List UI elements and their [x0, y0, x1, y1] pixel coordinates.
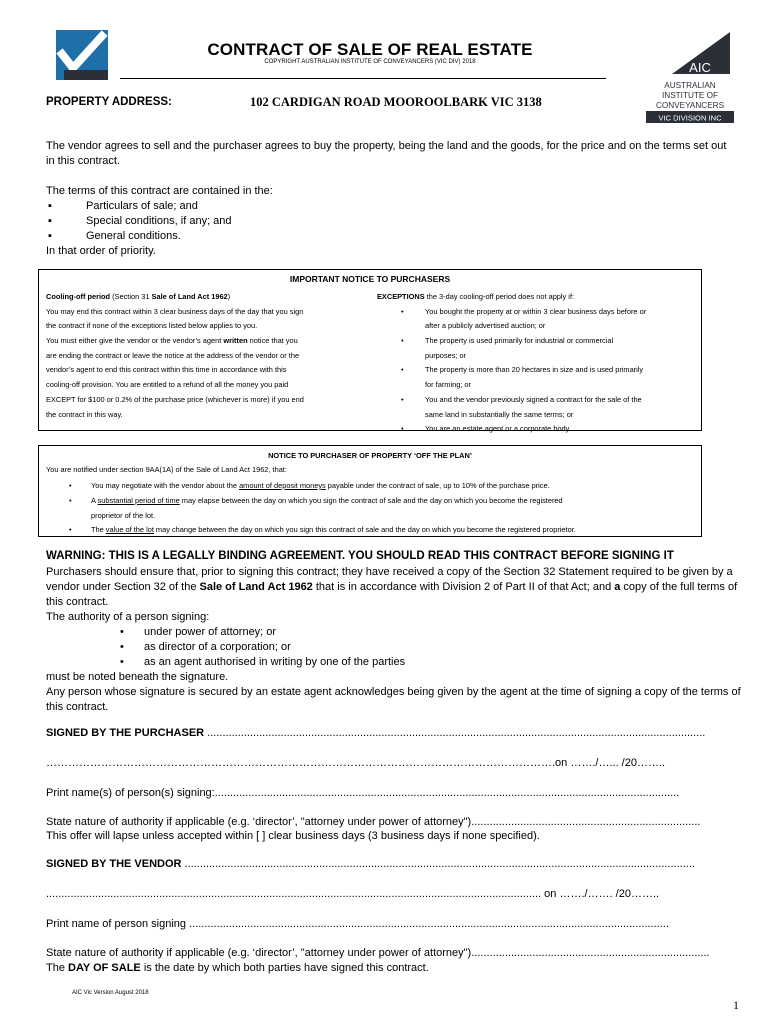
terms-item: ▪ General conditions. — [46, 229, 446, 244]
exception-item: • The property is used primarily for industrial or commercial — [377, 334, 699, 349]
off-the-plan-bullet-cont: proprietor of the lot. — [91, 511, 156, 520]
important-notice-box — [38, 269, 702, 434]
terms-item: ▪ Particulars of sale; and — [46, 199, 446, 214]
day-of-sale-line: The DAY OF SALE is the date by which both parties have signed this contract. — [46, 962, 429, 974]
cooling-off-line: EXCEPT for $100 or 0.2% of the purchase price (whichever is more) if you end — [46, 394, 304, 404]
off-the-plan-intro: You are notified under section 9AA(1A) of the Sale of Land Act 1962, that: — [46, 465, 287, 474]
warning-title: WARNING: THIS IS A LEGALLY BINDING AGREEMENT. YOU SHOULD READ THIS CONTRACT BEFORE SIGNING IT — [46, 550, 674, 562]
vendor-date-line[interactable]: .................................................................................................................................................................. on ……./……. /20…….. — [46, 888, 660, 900]
aic-logo-abbr: AIC — [689, 60, 711, 75]
purchaser-authority-field[interactable]: State nature of authority if applicable (e.g. ‘director’, "attorney under power of attorney")........................................................................... — [46, 816, 701, 828]
terms-footer: In that order of priority. — [46, 245, 156, 257]
page-number: 1 — [733, 998, 739, 1012]
exception-item-cont: purposes; or — [425, 350, 467, 360]
vendor-authority-field[interactable]: State nature of authority if applicable (e.g. ‘director’, "attorney under power of attorney").............................................................................. — [46, 947, 710, 959]
cooling-off-line: vendor’s agent to end this contract within this time in accordance with this — [46, 365, 287, 375]
exception-item: • The property is more than 20 hectares in size and is used primarily — [377, 363, 699, 378]
off-the-plan-bullet: • The value of the lot may change between the day on which you sign this contract of sale and the day on which you become the registered proprietor. — [91, 525, 576, 534]
off-the-plan-bullet: • A substantial period of time may elapse between the day on which you sign the contract of sale and the day on which you become the registered — [91, 496, 563, 505]
terms-item: ▪ Special conditions, if any; and — [46, 214, 446, 229]
cooling-off-line: are ending the contract or leave the notice at the address of the vendor or the — [46, 350, 300, 360]
aic-logo — [640, 30, 740, 125]
authority-bullet: • under power of attorney; or — [46, 625, 746, 640]
document-title: CONTRACT OF SALE OF REAL ESTATE — [207, 40, 533, 59]
terms-heading: The terms of this contract are contained in the: — [46, 185, 273, 197]
estate-agent-paragraph: Any person whose signature is secured by an estate agent acknowledges being given by the agent at the time of signing a copy of the terms of this contract. — [46, 686, 741, 713]
cooling-off-line: You must either give the vendor or the vendor’s agent written notice that you — [46, 336, 298, 346]
purchaser-label: SIGNED BY THE PURCHASER — [46, 727, 205, 739]
footer-version: AIC Vic Version August 2018 — [72, 990, 149, 996]
cooling-off-line: the contract if none of the exceptions listed below applies to you. — [46, 321, 258, 331]
exception-item-cont: after a publicly advertised auction; or — [425, 321, 546, 331]
property-address-label: PROPERTY ADDRESS: — [46, 96, 172, 108]
vendor-print-name-field[interactable]: Print name of person signing ............................................................................................................................................................. — [46, 918, 669, 930]
off-the-plan-notice-box — [38, 445, 702, 537]
exception-item-cont: for farming; or — [425, 380, 472, 390]
vendor-signature-line[interactable]: SIGNED BY THE VENDOR ....................................................................................................................................................................... — [46, 858, 695, 870]
cooling-off-line: the contract in this way. — [46, 409, 123, 419]
exception-item: • You bought the property at or within 3 clear business days before or — [377, 305, 699, 320]
authority-bullet: • as an agent authorised in writing by one of the parties — [46, 655, 746, 670]
purchaser-print-name-field[interactable]: Print name(s) of person(s) signing:........................................................................................................................................................ — [46, 787, 680, 799]
aic-logo-line3: CONVEYANCERS — [655, 101, 725, 110]
copyright-line: COPYRIGHT AUSTRALIAN INSTITUTE OF CONVEYANCERS (VIC DIV) 2018 — [264, 59, 476, 65]
vendor-label: SIGNED BY THE VENDOR — [46, 858, 182, 870]
noted-line: must be noted beneath the signature. — [46, 671, 229, 683]
warning-paragraph: Purchasers should ensure that, prior to signing this contract; they have received a copy of the Section 32 Statement required to be given by a vendor under Section 32 of the Sale of Land Act 1962 that is in accordance with Division 2 of Part II of that Act; and a copy of the full terms of this contract. — [46, 566, 738, 608]
purchaser-signature-line[interactable]: SIGNED BY THE PURCHASER ................................................................................................................................................................... — [46, 727, 706, 739]
authority-heading: The authority of a person signing: — [46, 611, 210, 623]
cooling-off-column — [46, 290, 376, 422]
warning-body — [46, 565, 746, 715]
exceptions-column — [377, 290, 699, 437]
purchaser-date-line[interactable]: ………………………………………………………………………………………………………………………….on ……./…... /20…….. — [46, 757, 666, 769]
exception-item: • You and the vendor previously signed a contract for the sale of the — [377, 393, 699, 408]
aic-logo-line4: VIC DIVISION INC — [658, 113, 722, 123]
checkmark-logo-icon — [56, 30, 108, 80]
aic-logo-line2: INSTITUTE OF — [662, 91, 718, 100]
exceptions-heading: EXCEPTIONS the 3-day cooling-off period does not apply if: — [377, 292, 575, 301]
off-the-plan-bullet: • You may negotiate with the vendor about the amount of deposit moneys payable under the contract of sale, up to 10% of the purchase price. — [91, 481, 550, 490]
cooling-off-line: You may end this contract within 3 clear business days of the day that you sign — [46, 306, 304, 316]
aic-logo-line1: AUSTRALIAN — [664, 81, 716, 90]
offer-lapse-line: This offer will lapse unless accepted within [ ] clear business days (3 business days if none specified). — [46, 830, 540, 842]
exception-item-cont: same land in substantially the same terms; or — [425, 409, 574, 419]
intro-paragraph: The vendor agrees to sell and the purchaser agrees to buy the property, being the land and the goods, for the price and on the terms set out in this contract. — [46, 140, 727, 167]
important-notice-title: IMPORTANT NOTICE TO PURCHASERS — [289, 274, 451, 284]
authority-bullet: • as director of a corporation; or — [46, 640, 746, 655]
header-divider — [120, 78, 606, 79]
off-the-plan-title: NOTICE TO PURCHASER OF PROPERTY ‘OFF THE PLAN’ — [268, 451, 472, 460]
terms-list — [46, 184, 446, 259]
cooling-off-heading: Cooling-off period (Section 31 Sale of Land Act 1962) — [46, 292, 231, 301]
property-address-value: 102 CARDIGAN ROAD MOOROOLBARK VIC 3138 — [250, 95, 542, 109]
exception-item: • You are an estate agent or a corporate body — [377, 422, 699, 437]
cooling-off-line: cooling-off provision. You are entitled to a refund of all the money you paid — [46, 380, 289, 390]
